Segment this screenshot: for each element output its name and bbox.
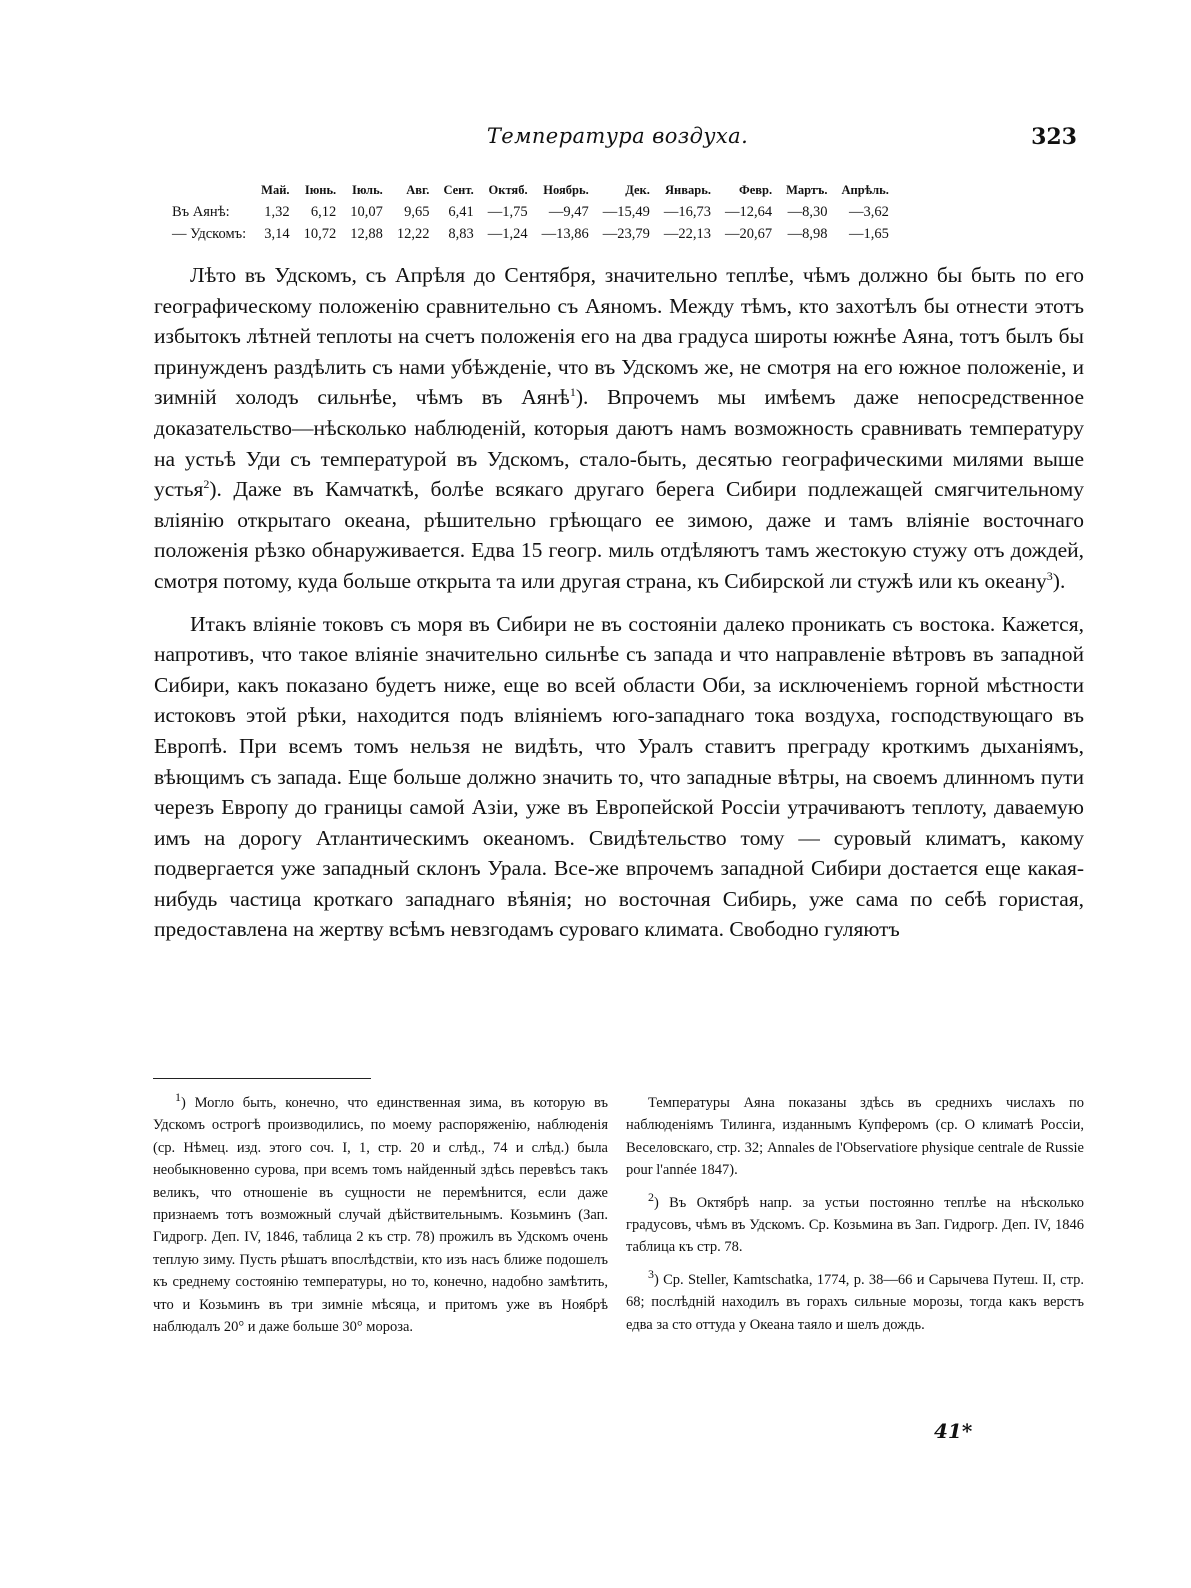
table-row xyxy=(172,223,896,245)
table-header-row xyxy=(172,179,896,201)
table-cell: —1,75 xyxy=(487,203,528,220)
month-header: Апрѣль. xyxy=(841,182,889,197)
table-cell: 12,88 xyxy=(350,225,383,242)
table-cell: —8,98 xyxy=(787,225,828,242)
paragraph-1-part-d: ). xyxy=(1052,568,1066,593)
month-header: Iюль. xyxy=(351,182,383,197)
month-header: Мартъ. xyxy=(786,182,828,197)
row-label: — Удскомъ: xyxy=(172,225,247,242)
footnotes-left-column xyxy=(153,1092,608,1348)
footnote-ref-3: 3 xyxy=(1046,568,1053,583)
page-number: 323 xyxy=(1031,124,1077,150)
table-cell: 12,22 xyxy=(396,225,430,242)
month-header: Дек. xyxy=(625,182,650,197)
table-cell: —1,24 xyxy=(487,225,528,242)
table-cell: 10,72 xyxy=(303,225,337,242)
month-header: Февр. xyxy=(738,182,773,197)
footnote-1-mark: 1 xyxy=(175,1090,181,1105)
footnote-1-continuation: Температуры Аяна показаны здѣсь въ среднихъ числахъ по наблюденіямъ Тилинга, изданнымъ Купферомъ (ср. О климатѣ Россіи, Веселовскаго, стр. 32; Annales de l'Observatiore physique centrale de Russie pour l'année 1847). xyxy=(626,1095,1084,1179)
footnote-2-mark: 2 xyxy=(648,1189,654,1204)
table-cell: 1,32 xyxy=(264,203,290,220)
footnote-3-text: ) Ср. Steller, Kamtschatka, 1774, p. 38—66 и Сарычева Путеш. II, стр. 68; послѣдній находилъ въ горахъ сильные морозы, тогда какъ верстъ едва за сто оттуда у Океана таяло и шелъ дождь. xyxy=(626,1271,1084,1333)
table-cell: 6,41 xyxy=(448,203,474,220)
month-header: Сент. xyxy=(443,182,474,197)
footnote-1 xyxy=(153,1092,608,1338)
table-cell: —1,65 xyxy=(849,225,889,242)
footnote-rule xyxy=(153,1078,371,1079)
table-cell: —12,64 xyxy=(724,203,773,220)
table-cell: —16,73 xyxy=(663,203,711,220)
table-cell: —13,86 xyxy=(541,225,589,242)
row-label: Въ Аянѣ: xyxy=(172,203,230,220)
footnote-3-mark: 3 xyxy=(648,1267,654,1282)
paragraph-1-part-a: Лѣто въ Удскомъ, съ Апрѣля до Сентября, значительно теплѣе, чѣмъ должно бы быть по его географическому положенію сравнительно съ Аяномъ. Между тѣмъ, кто захотѣлъ бы отнести этотъ избытокъ лѣтней теплоты на счетъ положенія его на два градуса широты южнѣе Аяна, тотъ былъ бы принужденъ раздѣлить съ нами убѣжденіе, что въ Удскомъ же, не смотря на его южное положеніе, и зимній холодъ сильнѣе, чѣмъ въ Аянѣ xyxy=(154,263,1084,410)
table-cell: —22,13 xyxy=(663,225,711,242)
month-header: Май. xyxy=(261,182,290,197)
table-cell: —23,79 xyxy=(602,225,650,242)
paragraph-1-part-b: ). Впрочемъ мы имѣемъ даже непосредственное доказательство—нѣсколько наблюденій, которыя даютъ намъ возможность сравнивать температуру на устьѣ Уди съ температурой въ Удскомъ, стало-быть, десятью географическими милями выше устья xyxy=(154,385,1084,502)
footnote-2 xyxy=(626,1189,1084,1259)
table-cell: —15,49 xyxy=(602,203,650,220)
signature-mark: 41* xyxy=(934,1419,973,1443)
table-cell: —8,30 xyxy=(787,203,828,220)
page-header xyxy=(150,124,1085,160)
footnotes-right-column xyxy=(626,1092,1084,1346)
table-cell: —9,47 xyxy=(548,203,589,220)
table-cell: 9,65 xyxy=(404,203,430,220)
footnote-ref-2: 2 xyxy=(203,477,210,491)
footnote-1-text: ) Могло быть, конечно, что единственная зима, въ которую въ Удскомъ острогѣ производились, по моему распоряженію, наблюденія (ср. Нѣмец. изд. этого соч. I, 1, стр. 20 и слѣд., 74 и слѣд.) была необыкновенно сурова, при всемъ томъ найденный здѣсь перевѣсъ такъ великъ, что отношеніе въ сущности не перемѣнится, если даже признаемъ тотъ возможный случай дѣйствительнымъ. Козьминъ (Зап. Гидрогр. Деп. IV, 1846, таблица 2 къ стр. 78) прожилъ въ Удскомъ очень теплую зиму. Пусть рѣшатъ впослѣдствіи, кто изъ насъ ближе подошелъ къ среднему состоянію температуры, но то, конечно, надобно замѣтить, что и Козьминъ въ три зимніе мѣсяца, и притомъ уже въ Ноябрѣ наблюдалъ 20° и даже больше 30° мороза. xyxy=(153,1095,608,1336)
footnote-2-text: ) Въ Октябрѣ напр. за устьи постоянно теплѣе на нѣсколько градусовъ, чѣмъ въ Удскомъ. Ср. Козьмина въ Зап. Гидрогр. Деп. IV, 1846 таблица къ стр. 78. xyxy=(626,1194,1084,1256)
table-corner xyxy=(172,179,254,201)
table-cell: —3,62 xyxy=(849,203,889,220)
table-cell: —20,67 xyxy=(724,225,773,242)
temperature-table xyxy=(172,179,896,245)
table-cell: 3,14 xyxy=(264,225,290,242)
table-row xyxy=(172,201,896,223)
month-header: Январь. xyxy=(665,182,711,197)
paragraph-1-part-c: ). Даже въ Камчаткѣ, болѣе всякаго другаго берега Сибири подлежащей смягчительному вліянію открытаго океана, рѣшительно грѣющаго ее зимою, даже и тамъ вліяніе восточнаго положенія рѣзко обнаруживается. Едва 15 геогр. миль отдѣляютъ тамъ жестокую стужу отъ дождей, смотря потому, куда больше открыта та или другая страна, къ Сибирской ли стужѣ или къ океану xyxy=(154,477,1084,593)
table-cell: 6,12 xyxy=(310,203,337,220)
month-header: Авг. xyxy=(406,182,430,197)
table-cell: 10,07 xyxy=(350,203,383,220)
month-header: Ноябрь. xyxy=(543,182,589,197)
main-text xyxy=(154,260,1084,957)
paragraph-1 xyxy=(154,260,1084,597)
table-cell: 8,83 xyxy=(448,225,474,242)
footnote-3 xyxy=(626,1269,1084,1336)
running-title: Температура воздуха. xyxy=(486,124,749,148)
month-header: Октяб. xyxy=(488,182,528,197)
month-header: Iюнь. xyxy=(304,182,337,197)
paragraph-2: Итакъ вліяніе токовъ съ моря въ Сибири не въ состояніи далеко проникать съ востока. Кажется, напротивъ, что такое вліяніе значительно сильнѣе съ запада и что направленіе вѣтровъ въ западной Сибири, какъ показано будетъ ниже, еще во всей области Оби, за исключеніемъ горной мѣстности истоковъ этой рѣки, находится подъ вліяніемъ юго-западнаго тока воздуха, господствующаго въ Европѣ. При всемъ томъ нельзя не видѣть, что Уралъ ставитъ преграду кроткимъ дыханіямъ, вѣющимъ съ запада. Еще больше должно значить то, что западные вѣтры, на своемъ длинномъ пути черезъ Европу до границы самой Азіи, уже въ Европейской Россіи утрачиваютъ теплоту, даваемую имъ на дорогу Атлантическимъ океаномъ. Свидѣтельство тому — суровый климатъ, какому подвергается уже западный склонъ Урала. Все-же впрочемъ западной Сибири достается еще какая-нибудь частица кроткаго западнаго вѣянія; но восточная Сибирь, уже сама по себѣ гористая, предоставлена на жертву всѣмъ невзгодамъ суроваго климата. Свободно гуляютъ xyxy=(154,611,1084,942)
footnote-ref-1: 1 xyxy=(569,385,576,400)
